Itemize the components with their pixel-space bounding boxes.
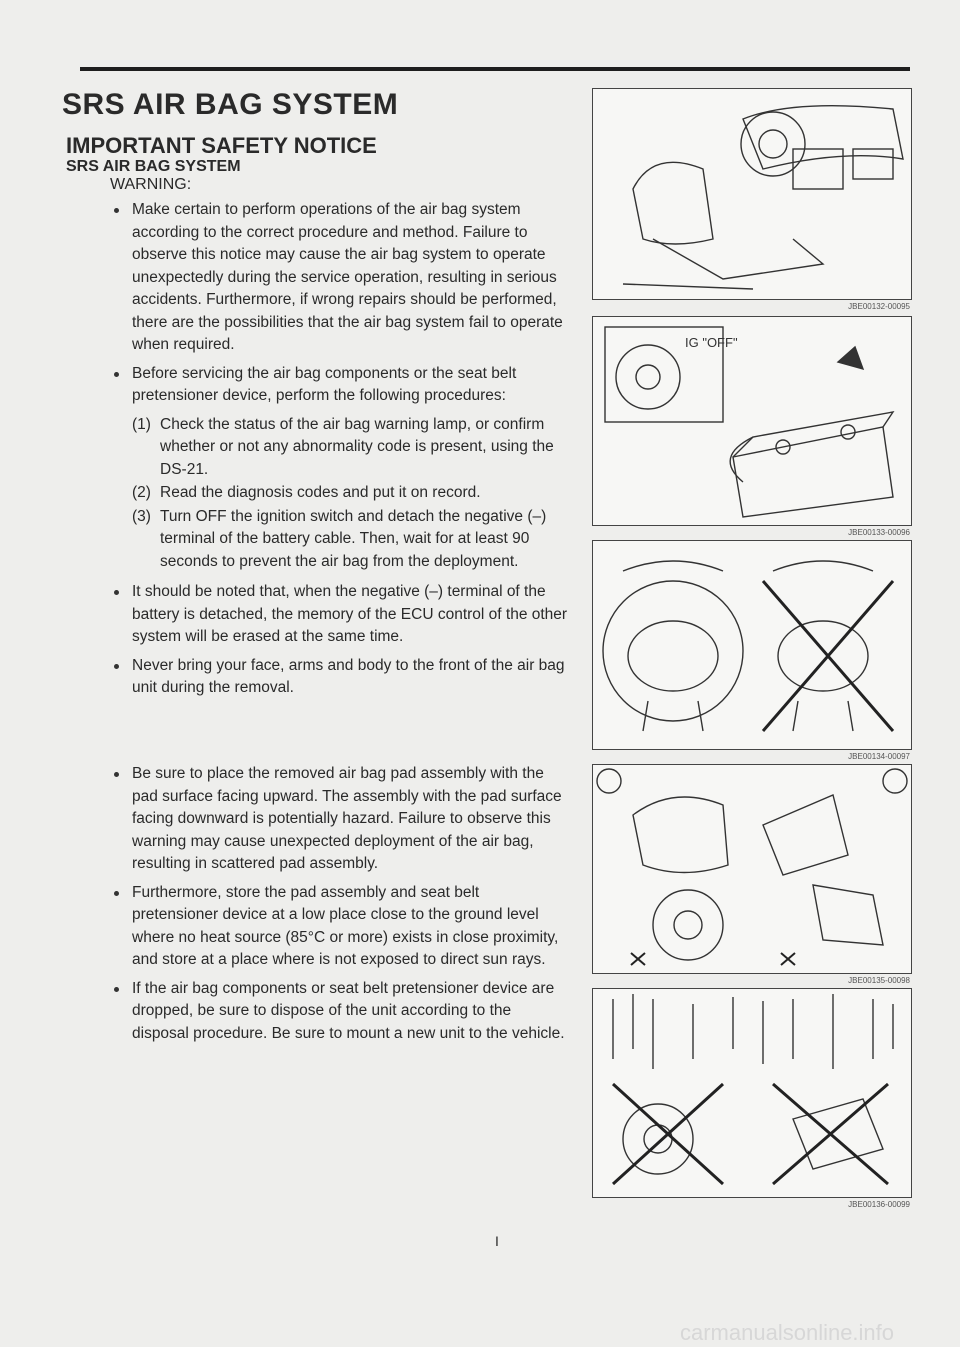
notice-column-bottom (100, 763, 568, 1051)
list-item: Be sure to place the removed air bag pad assembly with the pad surface facing upward. The assembly with the pad surface facing downward is potentially hazard. Failure to observe this warning may cause unexpected deployment of the air bag, resulting in scattered pad assembly. (100, 763, 568, 876)
car-interior-illustration (593, 89, 911, 299)
page-number: I (495, 1233, 499, 1249)
removal-posture-illustration (593, 541, 911, 749)
figure-removal-posture (592, 540, 912, 750)
figure-battery (592, 316, 912, 526)
list-item: It should be noted that, when the negative (–) terminal of the battery is detached, the memory of the ECU control of the other system will be erased at the same time. (100, 581, 568, 649)
list-item: Furthermore, store the pad assembly and seat belt pretensioner device at a low place close to the ground level where no heat source (85°C or more) exists in close proximity, and store at a place where is not exposed to direct sun rays. (100, 882, 568, 972)
bullet-icon (114, 664, 119, 669)
bullet-icon (114, 590, 119, 595)
bullet-icon (114, 372, 119, 377)
figure-caption: JBE00134-00097 (848, 752, 910, 761)
figure-interior (592, 88, 912, 300)
bullet-icon (114, 987, 119, 992)
procedure-step: (1) Check the status of the air bag warning lamp, or confirm whether or not any abnormality code is present, using the DS-21. (132, 415, 554, 478)
bullet-icon (114, 772, 119, 777)
procedure-step: (3) Turn OFF the ignition switch and detach the negative (–) terminal of the battery cable. Then, wait for at least 90 seconds to prevent the air bag from the deployment. (132, 507, 547, 570)
storage-orientation-illustration (593, 765, 911, 973)
list-item: Before servicing the air bag components or the seat belt pretensioner device, perform the following procedures: (100, 363, 568, 408)
battery-disconnect-illustration (593, 317, 911, 525)
figure-caption: JBE00135-00098 (848, 976, 910, 985)
watermark: carmanualsonline.info (680, 1320, 895, 1345)
page-title: SRS AIR BAG SYSTEM (62, 88, 399, 121)
figure-storage (592, 764, 912, 974)
header-rule (80, 67, 910, 71)
list-item: Never bring your face, arms and body to the front of the air bag unit during the removal. (100, 655, 568, 700)
bullet-icon (114, 208, 119, 213)
figure-caption: JBE00136-00099 (848, 1200, 910, 1209)
list-item: If the air bag components or seat belt pretensioner device are dropped, be sure to dispose of the unit according to the disposal procedure. Be sure to mount a new unit to the vehicle. (100, 978, 568, 1046)
ig-off-label: IG "OFF" (685, 335, 738, 350)
bullet-icon (114, 891, 119, 896)
figure-dropped (592, 988, 912, 1198)
figure-caption: JBE00133-00096 (848, 528, 910, 537)
dropped-components-illustration (593, 989, 911, 1197)
list-item: Make certain to perform operations of the air bag system according to the correct procedure and method. Failure to observe this notice may cause the air bag system to operate unexpectedly during the service operation, resulting in serious accidents. Furthermore, if wrong repairs should be performed, there are the possibilities that the air bag system fail to operate when required. (100, 199, 568, 357)
safety-notice-heading: IMPORTANT SAFETY NOTICE (66, 133, 377, 158)
procedure-step: (2) Read the diagnosis codes and put it on record. (132, 484, 481, 501)
section-heading: SRS AIR BAG SYSTEM (66, 158, 241, 175)
figure-caption: JBE00132-00095 (848, 302, 910, 311)
warning-label: WARNING: (110, 176, 192, 193)
notice-column-top (100, 199, 568, 706)
